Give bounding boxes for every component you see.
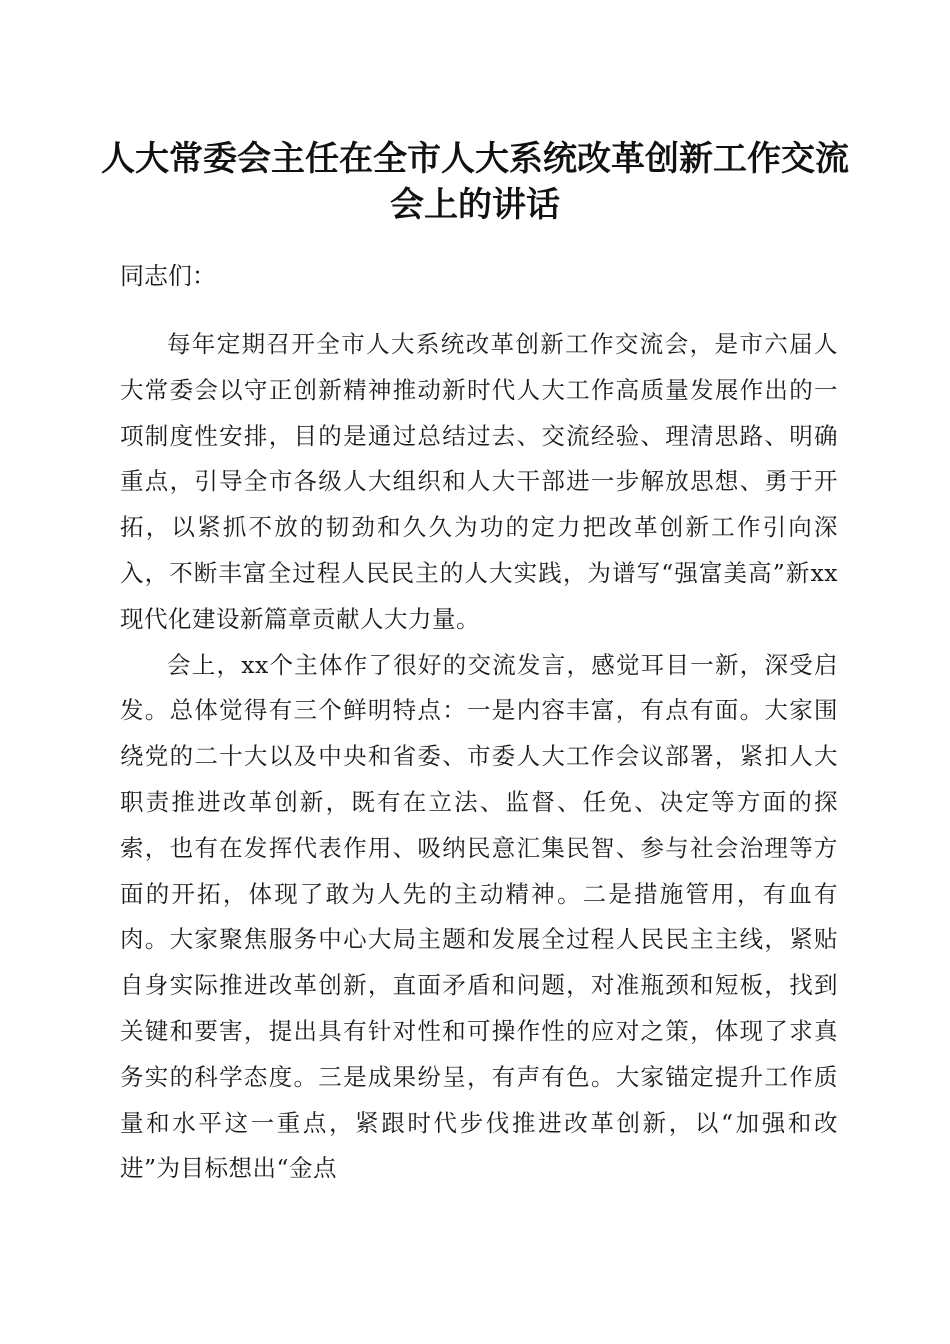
document-title: 人大常委会主任在全市人大系统改革创新工作交流会上的讲话 xyxy=(101,139,849,225)
salutation: 同志们： xyxy=(120,262,216,290)
paragraph: 会上，xx个主体作了很好的交流发言，感觉耳目一新，深受启发。总体觉得有三个鲜明特点：一是内容丰富，有点有面。大家围绕党的二十大以及中央和省委、市委人大工作会议部署，紧扣人大职责推进改革创新，既有在立法、监督、任免、决定等方面的探索，也有在发挥代表作用、吸纳民意汇集民智、参与社会治理等方面的开拓，体现了敢为人先的主动精神。二是措施管用，有血有肉。大家聚焦服务中心大局主题和发展全过程人民民主主线，紧贴自身实际推进改革创新，直面矛盾和问题，对准瓶颈和短板，找到关键和要害，提出具有针对性和可操作性的应对之策，体现了求真务实的科学态度。三是成果纷呈，有声有色。大家锚定提升工作质量和水平这一重点，紧跟时代步伐推进改革创新，以“加强和改进”为目标想出“金点 xyxy=(120,650,838,1183)
document-body xyxy=(120,322,838,1192)
paragraph: 每年定期召开全市人大系统改革创新工作交流会，是市六届人大常委会以守正创新精神推动新时代人大工作高质量发展作出的一项制度性安排，目的是通过总结过去、交流经验、理清思路、明确重点，引导全市各级人大组织和人大干部进一步解放思想、勇于开拓，以紧抓不放的韧劲和久久为功的定力把改革创新工作引向深入，不断丰富全过程人民民主的人大实践，为谱写“强富美高”新xx现代化建设新篇章贡献人大力量。 xyxy=(120,330,838,633)
